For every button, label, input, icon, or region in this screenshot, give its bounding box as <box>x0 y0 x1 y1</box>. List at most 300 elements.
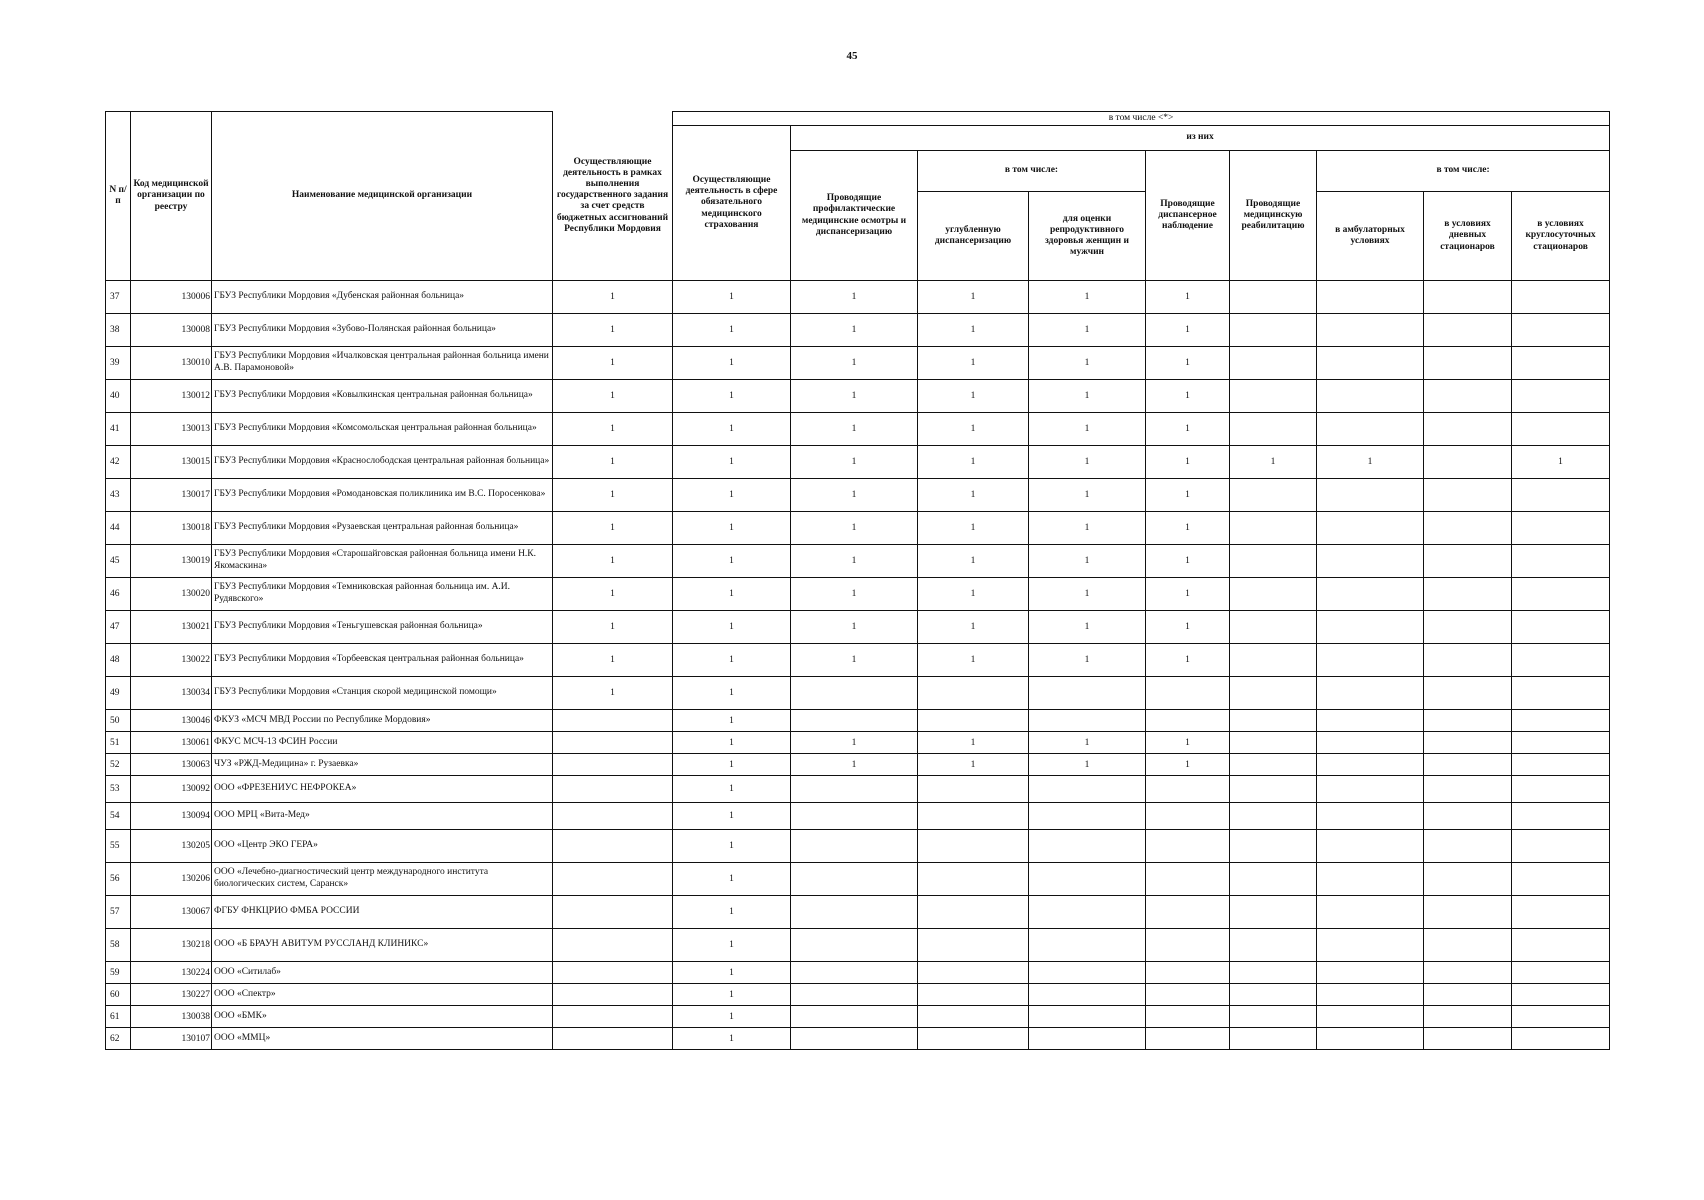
mark-cell: 1 <box>1146 512 1230 545</box>
mark-cell <box>1230 732 1317 754</box>
mark-cell <box>1230 984 1317 1006</box>
mark-cell <box>1317 644 1424 677</box>
mark-cell <box>1146 863 1230 896</box>
mark-cell <box>791 677 918 710</box>
mark-cell <box>1146 896 1230 929</box>
mark-cell <box>918 776 1029 803</box>
mark-cell <box>1424 929 1512 962</box>
mark-cell <box>1512 754 1610 776</box>
mark-cell: 1 <box>1146 314 1230 347</box>
row-number: 41 <box>106 413 131 446</box>
row-number: 42 <box>106 446 131 479</box>
mark-cell: 1 <box>1146 446 1230 479</box>
mark-cell <box>1230 512 1317 545</box>
org-name: ГБУЗ Республики Мордовия «Торбеевская центральная районная больница» <box>212 644 553 677</box>
mark-cell <box>1424 754 1512 776</box>
mark-cell <box>1230 578 1317 611</box>
mark-cell <box>1230 677 1317 710</box>
mark-cell: 1 <box>1317 446 1424 479</box>
mark-cell <box>1424 830 1512 863</box>
mark-cell <box>1230 896 1317 929</box>
mark-cell <box>1317 803 1424 830</box>
mark-cell <box>791 803 918 830</box>
mark-cell <box>1512 578 1610 611</box>
table-row <box>106 281 1610 314</box>
mark-cell: 1 <box>918 314 1029 347</box>
mark-cell <box>918 803 1029 830</box>
mark-cell <box>1230 929 1317 962</box>
row-number: 52 <box>106 754 131 776</box>
org-code: 130013 <box>131 413 212 446</box>
table-row <box>106 446 1610 479</box>
header-oms: Осуществляющие деятельность в сфере обязательного медицинского страхования <box>673 126 791 281</box>
org-code: 130008 <box>131 314 212 347</box>
row-number: 57 <box>106 896 131 929</box>
row-number: 45 <box>106 545 131 578</box>
org-name: ООО «Лечебно-диагностический центр международного института биологических систем, Саранск» <box>212 863 553 896</box>
table-row <box>106 830 1610 863</box>
mark-cell <box>1317 479 1424 512</box>
mark-cell <box>1512 863 1610 896</box>
row-number: 46 <box>106 578 131 611</box>
header-amb: в амбулаторных условиях <box>1317 192 1424 281</box>
mark-cell <box>1146 1006 1230 1028</box>
header-day: в условиях дневных стационаров <box>1424 192 1512 281</box>
mark-cell: 1 <box>673 446 791 479</box>
mark-cell <box>1146 1028 1230 1050</box>
org-code: 130034 <box>131 677 212 710</box>
mark-cell <box>553 803 673 830</box>
mark-cell <box>1424 710 1512 732</box>
header-rehab: Проводящие медицинскую реабилитацию <box>1230 151 1317 281</box>
mark-cell <box>1424 644 1512 677</box>
mark-cell <box>1146 677 1230 710</box>
header-disp: Проводящие диспансерное наблюдение <box>1146 151 1230 281</box>
mark-cell <box>1317 1028 1424 1050</box>
mark-cell: 1 <box>553 545 673 578</box>
mark-cell <box>1317 732 1424 754</box>
table-row <box>106 732 1610 754</box>
mark-cell <box>1512 347 1610 380</box>
mark-cell: 1 <box>1029 380 1146 413</box>
org-name: ЧУЗ «РЖД-Медицина» г. Рузаевка» <box>212 754 553 776</box>
org-name: ГБУЗ Республики Мордовия «Зубово-Полянская районная больница» <box>212 314 553 347</box>
mark-cell <box>553 863 673 896</box>
row-number: 59 <box>106 962 131 984</box>
mark-cell: 1 <box>673 1006 791 1028</box>
mark-cell <box>1424 545 1512 578</box>
mark-cell: 1 <box>1146 281 1230 314</box>
mark-cell: 1 <box>1146 732 1230 754</box>
org-code: 130017 <box>131 479 212 512</box>
header-deep: углубленную диспансеризацию <box>918 192 1029 281</box>
mark-cell: 1 <box>1029 578 1146 611</box>
mark-cell: 1 <box>1146 754 1230 776</box>
mark-cell <box>1512 929 1610 962</box>
mark-cell <box>1512 512 1610 545</box>
org-code: 130018 <box>131 512 212 545</box>
mark-cell <box>918 984 1029 1006</box>
mark-cell <box>1146 830 1230 863</box>
org-name: ООО «Б БРАУН АВИТУМ РУССЛАНД КЛИНИКС» <box>212 929 553 962</box>
table-row <box>106 863 1610 896</box>
row-number: 40 <box>106 380 131 413</box>
mark-cell <box>918 896 1029 929</box>
mark-cell <box>553 830 673 863</box>
mark-cell <box>1512 830 1610 863</box>
mark-cell: 1 <box>1029 611 1146 644</box>
mark-cell: 1 <box>1029 347 1146 380</box>
mark-cell <box>1146 929 1230 962</box>
table-row <box>106 984 1610 1006</box>
mark-cell <box>1317 380 1424 413</box>
table-row <box>106 512 1610 545</box>
mark-cell <box>791 863 918 896</box>
mark-cell <box>1424 512 1512 545</box>
mark-cell: 1 <box>1146 479 1230 512</box>
mark-cell <box>1029 776 1146 803</box>
mark-cell: 1 <box>1146 611 1230 644</box>
mark-cell <box>1029 863 1146 896</box>
org-code: 130063 <box>131 754 212 776</box>
header-of-them: из них <box>791 126 1610 151</box>
org-name: ООО «ФРЕЗЕНИУС НЕФРОКЕА» <box>212 776 553 803</box>
mark-cell <box>918 863 1029 896</box>
mark-cell: 1 <box>1029 479 1146 512</box>
org-code: 130094 <box>131 803 212 830</box>
mark-cell <box>1512 314 1610 347</box>
mark-cell <box>1424 611 1512 644</box>
org-name: ФКУЗ «МСЧ МВД России по Республике Мордовия» <box>212 710 553 732</box>
mark-cell <box>1424 347 1512 380</box>
mark-cell: 1 <box>918 380 1029 413</box>
header-prof: Проводящие профилактические медицинские осмотры и диспансеризацию <box>791 151 918 281</box>
org-name: ГБУЗ Республики Мордовия «Ичалковская центральная районная больница имени А.В. Парамоновой» <box>212 347 553 380</box>
mark-cell: 1 <box>918 413 1029 446</box>
org-code: 130224 <box>131 962 212 984</box>
org-name: ГБУЗ Республики Мордовия «Рузаевская центральная районная больница» <box>212 512 553 545</box>
mark-cell: 1 <box>791 281 918 314</box>
table-row <box>106 479 1610 512</box>
mark-cell <box>1029 984 1146 1006</box>
mark-cell: 1 <box>1029 314 1146 347</box>
mark-cell <box>791 710 918 732</box>
org-code: 130205 <box>131 830 212 863</box>
mark-cell <box>791 929 918 962</box>
mark-cell: 1 <box>673 1028 791 1050</box>
mark-cell: 1 <box>673 512 791 545</box>
mark-cell <box>1317 863 1424 896</box>
mark-cell <box>1230 281 1317 314</box>
header-num: N п/п <box>106 112 131 281</box>
mark-cell: 1 <box>673 710 791 732</box>
mark-cell <box>1317 776 1424 803</box>
org-code: 130046 <box>131 710 212 732</box>
org-name: ООО «ММЦ» <box>212 1028 553 1050</box>
mark-cell <box>553 929 673 962</box>
org-name: ООО «Центр ЭКО ГЕРА» <box>212 830 553 863</box>
mark-cell <box>1230 962 1317 984</box>
mark-cell: 1 <box>673 281 791 314</box>
mark-cell: 1 <box>918 446 1029 479</box>
org-code: 130020 <box>131 578 212 611</box>
mark-cell <box>791 1028 918 1050</box>
mark-cell: 1 <box>918 611 1029 644</box>
mark-cell: 1 <box>553 644 673 677</box>
org-code: 130019 <box>131 545 212 578</box>
mark-cell: 1 <box>791 347 918 380</box>
header-prof-including: в том числе: <box>918 151 1146 192</box>
mark-cell <box>553 710 673 732</box>
mark-cell: 1 <box>1029 281 1146 314</box>
mark-cell <box>791 1006 918 1028</box>
table-row <box>106 677 1610 710</box>
org-name: ООО «БМК» <box>212 1006 553 1028</box>
row-number: 56 <box>106 863 131 896</box>
row-number: 44 <box>106 512 131 545</box>
mark-cell: 1 <box>1029 545 1146 578</box>
mark-cell: 1 <box>1146 545 1230 578</box>
table-row <box>106 929 1610 962</box>
mark-cell <box>1230 644 1317 677</box>
mark-cell <box>918 710 1029 732</box>
mark-cell <box>1424 578 1512 611</box>
mark-cell <box>1317 413 1424 446</box>
row-number: 62 <box>106 1028 131 1050</box>
mark-cell: 1 <box>673 644 791 677</box>
mark-cell <box>1230 314 1317 347</box>
mark-cell: 1 <box>918 347 1029 380</box>
mark-cell: 1 <box>673 611 791 644</box>
mark-cell <box>553 1028 673 1050</box>
mark-cell <box>1230 1028 1317 1050</box>
mark-cell <box>1029 896 1146 929</box>
org-name: ГБУЗ Республики Мордовия «Ковылкинская центральная районная больница» <box>212 380 553 413</box>
table-row <box>106 644 1610 677</box>
mark-cell <box>553 984 673 1006</box>
mark-cell: 1 <box>673 314 791 347</box>
mark-cell <box>791 984 918 1006</box>
mark-cell <box>918 677 1029 710</box>
mark-cell <box>1029 962 1146 984</box>
row-number: 38 <box>106 314 131 347</box>
table-row <box>106 347 1610 380</box>
mark-cell <box>1317 677 1424 710</box>
mark-cell <box>1424 281 1512 314</box>
table-row <box>106 314 1610 347</box>
mark-cell <box>1512 962 1610 984</box>
mark-cell <box>1317 545 1424 578</box>
mark-cell <box>1146 710 1230 732</box>
mark-cell: 1 <box>673 929 791 962</box>
mark-cell: 1 <box>1029 413 1146 446</box>
mark-cell <box>1029 677 1146 710</box>
mark-cell <box>791 776 918 803</box>
row-number: 43 <box>106 479 131 512</box>
mark-cell <box>1029 803 1146 830</box>
mark-cell: 1 <box>791 545 918 578</box>
org-code: 130022 <box>131 644 212 677</box>
mark-cell: 1 <box>553 347 673 380</box>
mark-cell: 1 <box>791 479 918 512</box>
mark-cell <box>553 896 673 929</box>
mark-cell <box>1230 347 1317 380</box>
org-code: 130010 <box>131 347 212 380</box>
mark-cell: 1 <box>553 281 673 314</box>
mark-cell: 1 <box>673 677 791 710</box>
mark-cell <box>1512 479 1610 512</box>
page-number: 45 <box>846 50 858 62</box>
mark-cell <box>1424 1006 1512 1028</box>
mark-cell: 1 <box>918 754 1029 776</box>
medical-organizations-table <box>105 111 1610 1050</box>
mark-cell <box>1512 677 1610 710</box>
mark-cell <box>1230 545 1317 578</box>
mark-cell <box>1512 984 1610 1006</box>
table-row <box>106 896 1610 929</box>
mark-cell <box>1230 776 1317 803</box>
row-number: 60 <box>106 984 131 1006</box>
mark-cell: 1 <box>673 803 791 830</box>
org-code: 130227 <box>131 984 212 1006</box>
mark-cell <box>1146 962 1230 984</box>
mark-cell: 1 <box>553 677 673 710</box>
mark-cell: 1 <box>791 611 918 644</box>
table-row <box>106 754 1610 776</box>
org-code: 130092 <box>131 776 212 803</box>
mark-cell: 1 <box>791 380 918 413</box>
mark-cell <box>918 962 1029 984</box>
header-repro: для оценки репродуктивного здоровья женщин и мужчин <box>1029 192 1146 281</box>
org-name: ГБУЗ Республики Мордовия «Дубенская районная больница» <box>212 281 553 314</box>
row-number: 53 <box>106 776 131 803</box>
org-name: ГБУЗ Республики Мордовия «Краснослободская центральная районная больница» <box>212 446 553 479</box>
mark-cell: 1 <box>673 863 791 896</box>
mark-cell: 1 <box>1146 413 1230 446</box>
mark-cell <box>1424 446 1512 479</box>
mark-cell <box>1146 984 1230 1006</box>
org-name: ГБУЗ Республики Мордовия «Комсомольская центральная районная больница» <box>212 413 553 446</box>
mark-cell: 1 <box>918 281 1029 314</box>
row-number: 58 <box>106 929 131 962</box>
mark-cell: 1 <box>1146 578 1230 611</box>
org-name: ООО «Спектр» <box>212 984 553 1006</box>
mark-cell <box>1512 281 1610 314</box>
mark-cell: 1 <box>553 314 673 347</box>
mark-cell <box>1512 644 1610 677</box>
mark-cell <box>553 754 673 776</box>
mark-cell <box>1424 803 1512 830</box>
mark-cell: 1 <box>1029 732 1146 754</box>
mark-cell: 1 <box>918 479 1029 512</box>
mark-cell: 1 <box>673 380 791 413</box>
org-code: 130067 <box>131 896 212 929</box>
table-row <box>106 776 1610 803</box>
mark-cell: 1 <box>553 413 673 446</box>
mark-cell <box>1424 776 1512 803</box>
mark-cell <box>1424 863 1512 896</box>
mark-cell <box>1424 896 1512 929</box>
row-number: 48 <box>106 644 131 677</box>
mark-cell <box>1146 803 1230 830</box>
org-name: ООО «Ситилаб» <box>212 962 553 984</box>
header-round: в условиях круглосуточных стационаров <box>1512 192 1610 281</box>
mark-cell <box>918 1006 1029 1028</box>
mark-cell <box>1230 479 1317 512</box>
mark-cell <box>1230 803 1317 830</box>
mark-cell <box>553 962 673 984</box>
mark-cell <box>1512 803 1610 830</box>
mark-cell: 1 <box>1146 380 1230 413</box>
mark-cell <box>791 830 918 863</box>
mark-cell <box>1029 1028 1146 1050</box>
mark-cell <box>1424 677 1512 710</box>
mark-cell <box>1424 314 1512 347</box>
table-row <box>106 611 1610 644</box>
mark-cell <box>918 830 1029 863</box>
mark-cell: 1 <box>791 644 918 677</box>
mark-cell: 1 <box>553 611 673 644</box>
mark-cell <box>1230 1006 1317 1028</box>
org-name: ГБУЗ Республики Мордовия «Ромодановская поликлиника им В.С. Поросенкова» <box>212 479 553 512</box>
table-row <box>106 413 1610 446</box>
mark-cell: 1 <box>553 380 673 413</box>
mark-cell <box>553 1006 673 1028</box>
mark-cell <box>1230 380 1317 413</box>
mark-cell <box>1317 830 1424 863</box>
mark-cell: 1 <box>918 732 1029 754</box>
mark-cell <box>1512 732 1610 754</box>
table-row <box>106 545 1610 578</box>
mark-cell <box>1317 984 1424 1006</box>
mark-cell <box>1317 962 1424 984</box>
header-rehab-including: в том числе: <box>1317 151 1610 192</box>
org-name: ГБУЗ Республики Мордовия «Станция скорой медицинской помощи» <box>212 677 553 710</box>
mark-cell: 1 <box>918 512 1029 545</box>
mark-cell <box>1146 776 1230 803</box>
org-code: 130206 <box>131 863 212 896</box>
org-code: 130038 <box>131 1006 212 1028</box>
mark-cell: 1 <box>673 984 791 1006</box>
mark-cell: 1 <box>918 578 1029 611</box>
row-number: 37 <box>106 281 131 314</box>
mark-cell <box>791 962 918 984</box>
mark-cell: 1 <box>553 446 673 479</box>
mark-cell: 1 <box>918 545 1029 578</box>
mark-cell: 1 <box>791 413 918 446</box>
table-row <box>106 710 1610 732</box>
mark-cell <box>1029 1006 1146 1028</box>
mark-cell <box>1424 732 1512 754</box>
mark-cell: 1 <box>1512 446 1610 479</box>
mark-cell: 1 <box>553 512 673 545</box>
mark-cell: 1 <box>673 479 791 512</box>
mark-cell <box>1317 929 1424 962</box>
mark-cell <box>1230 611 1317 644</box>
mark-cell <box>1512 611 1610 644</box>
row-number: 54 <box>106 803 131 830</box>
mark-cell <box>1512 710 1610 732</box>
mark-cell: 1 <box>791 754 918 776</box>
mark-cell <box>1512 380 1610 413</box>
mark-cell <box>1424 1028 1512 1050</box>
row-number: 50 <box>106 710 131 732</box>
mark-cell <box>791 896 918 929</box>
header-including: в том числе <*> <box>673 112 1610 126</box>
mark-cell <box>1512 1028 1610 1050</box>
mark-cell: 1 <box>673 896 791 929</box>
mark-cell <box>1317 512 1424 545</box>
